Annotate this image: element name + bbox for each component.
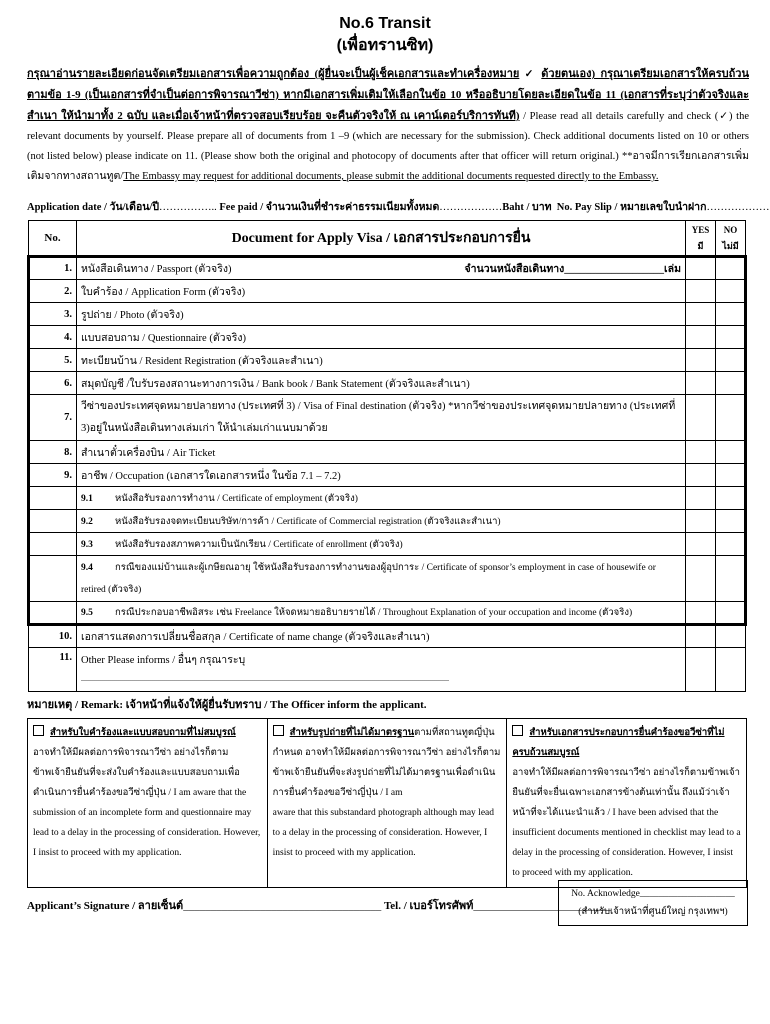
row-text <box>77 648 686 692</box>
row-text: สำเนาตั๋วเครื่องบิน / Air Ticket <box>77 441 686 464</box>
row-number: 9. <box>29 464 77 487</box>
note-body: อาจทำให้มีผลต่อการพิจารณาวีซ่า อย่างไรก็ตาม ข้าพเจ้ายืนยันที่จะส่งใบคำร้องและแบบสอบถามเพื่อดำเนินการยื่นคำร้องขอวีซ่าญี่ปุ่น / I am aware that the submission of an incomplete form and questionnaire may lead to a delay in the processing of consideration. However, I insist to proceed with my application. <box>33 748 261 858</box>
col-header-document: Document for Apply Visa / เอกสารประกอบการยื่น <box>77 221 686 257</box>
acknowledge-box <box>558 880 748 926</box>
yes-label-thai: มี <box>697 241 704 251</box>
row-spacer <box>29 487 77 510</box>
yes-checkbox[interactable] <box>686 441 716 464</box>
row-text: ทะเบียนบ้าน / Resident Registration (ตัวจริงและสำเนา) <box>77 349 686 372</box>
fee-paid-field[interactable]: ……………… <box>439 202 503 213</box>
check-mark-icon-2: ✓ <box>718 111 730 122</box>
yes-checkbox[interactable] <box>686 395 716 441</box>
subrow-text <box>77 487 686 510</box>
row-text-label: หนังสือเดินทาง / Passport (ตัวจริง) <box>81 264 232 275</box>
row-text: สมุดบัญชี /ใบรับรองสถานะทางการเงิน / Bank book / Bank Statement (ตัวจริงและสำเนา) <box>77 372 686 395</box>
no-checkbox[interactable] <box>716 602 746 625</box>
yes-checkbox[interactable] <box>686 510 716 533</box>
note-insufficient-documents <box>507 719 747 888</box>
intro-thai-1: กรุณาอ่านรายละเอียดก่อนจัดเตรียมเอกสารเพื่อความถูกต้อง (ผู้ยื่นจะเป็นผู้เช็คเอกสารและทำเครื่องหมาย <box>27 68 520 80</box>
no-label: NO <box>723 225 738 235</box>
intro-english-3: The Embassy may request for additional documents, please submit the additional documents requested directly to the Embassy. <box>123 171 659 182</box>
acknowledge-number-field[interactable]: No. Acknowledge____________________ <box>571 889 735 899</box>
remark-text: หมายเหตุ / Remark: เจ้าหน้าที่แจ้งให้ผู้ยื่นรับทราบ / The Officer inform the applicant. <box>27 699 427 711</box>
no-checkbox[interactable] <box>716 280 746 303</box>
intro-english-1: / Please read all details carefully and check ( <box>519 111 719 122</box>
row-number: 6. <box>29 372 77 395</box>
note-heading: สำหรับรูปถ่ายที่ไม่ได้มาตรฐาน <box>289 728 415 738</box>
yes-checkbox[interactable] <box>686 602 716 625</box>
subrow-text <box>77 556 686 602</box>
row-text: อาชีพ / Occupation (เอกสารใดเอกสารหนึ่ง ในข้อ 7.1 – 7.2) <box>77 464 686 487</box>
subrow-label: หนังสือรับรองสภาพความเป็นนักเรียน / Certificate of enrollment (ตัวจริง) <box>115 539 403 550</box>
other-label: Other Please informs / อื่นๆ กรุณาระบุ <box>81 655 246 666</box>
subrow-text <box>77 533 686 556</box>
no-checkbox[interactable] <box>716 556 746 602</box>
subrow-number: 9.1 <box>81 493 93 504</box>
signature-line <box>27 896 611 914</box>
intro-thai-2: ด้วยตนเอง) กรุณาเตรียมเอกสารให้ครบถ้วนตามข้อ 1-9 (เป็นเอกสารที่จำเป็นต่อการพิจารณาวีซ่า) หากมีเอกสารเพิ่มเติมให้เลือกในข้อ 10 หรืออธิบายโดยละเอียดในข้อ 11 (เอกสารที่ระบุว่าตัวจริงและสำเนา ให้นำมาทั้ง 2 ฉบับ และเมื่อเจ้าหน้าที่ตรวจสอบเรียบร้อย จะคืนตัวจริงให้ ณ เคาน์เตอร์บริการทันที) <box>27 68 749 122</box>
table-row <box>29 625 746 648</box>
no-checkbox[interactable] <box>716 648 746 692</box>
no-checkbox[interactable] <box>716 441 746 464</box>
no-checkbox[interactable] <box>716 533 746 556</box>
table-row <box>29 326 746 349</box>
note-checkbox[interactable] <box>273 725 284 736</box>
application-date-label: Application date / วัน/เดือน/ปี <box>27 202 160 213</box>
no-checkbox[interactable] <box>716 257 746 280</box>
table-row <box>29 441 746 464</box>
row-number: 3. <box>29 303 77 326</box>
yes-checkbox[interactable] <box>686 648 716 692</box>
intro-paragraph <box>27 64 749 187</box>
check-mark-icon: ✓ <box>524 69 537 80</box>
yes-checkbox[interactable] <box>686 349 716 372</box>
subrow-number: 9.3 <box>81 539 93 550</box>
table-row <box>29 349 746 372</box>
yes-checkbox[interactable] <box>686 372 716 395</box>
table-subrow <box>29 533 746 556</box>
row-text: รูปถ่าย / Photo (ตัวจริง) <box>77 303 686 326</box>
other-input-line[interactable]: ........................................................................................................................................................................................ <box>81 674 449 683</box>
table-row <box>29 303 746 326</box>
note-heading-rest: ตามที่สถานทูตญี่ปุ่นกำหนด อาจทำให้มีผลต่อการพิจารณาวีซ่า อย่างไรก็ตามข้าพเจ้ายืนยันที่จะส่งรูปถ่ายที่ไม่ได้มาตรฐานเพื่อดำเนินการยื่นคำร้องขอวีซ่าญี่ปุ่น / I am <box>272 728 501 798</box>
yes-checkbox[interactable] <box>686 280 716 303</box>
table-subrow <box>29 602 746 625</box>
col-header-no: No. <box>29 221 77 257</box>
yes-checkbox[interactable] <box>686 257 716 280</box>
note-body: aware that this substandard photograph although may lead to a delay in the processing of consideration. However, I insist to proceed with my application. <box>272 808 494 858</box>
no-checkbox[interactable] <box>716 326 746 349</box>
note-heading: สำหรับเอกสารประกอบการยื่นคำร้องขอวีซ่าที่ไม่ครบถ้วนสมบูรณ์ <box>512 728 725 758</box>
note-substandard-photo <box>267 719 507 888</box>
subrow-text <box>77 510 686 533</box>
signature-field[interactable]: ____________________________________ <box>183 900 382 912</box>
row-spacer <box>29 556 77 602</box>
no-checkbox[interactable] <box>716 372 746 395</box>
no-label-thai: ไม่มี <box>722 241 739 251</box>
col-header-no-2 <box>716 221 746 257</box>
table-subrow <box>29 510 746 533</box>
signature-label: Applicant’s Signature / ลายเซ็นต์ <box>27 900 184 912</box>
document-checklist-table <box>27 220 747 692</box>
form-title: No.6 Transit <box>339 15 431 32</box>
application-date-field[interactable]: …………….. <box>159 202 217 213</box>
yes-checkbox[interactable] <box>686 326 716 349</box>
yes-checkbox[interactable] <box>686 625 716 648</box>
note-incomplete-form <box>28 719 268 888</box>
yes-checkbox[interactable] <box>686 556 716 602</box>
note-checkbox[interactable] <box>33 725 44 736</box>
row-spacer <box>29 602 77 625</box>
row-text: ใบคำร้อง / Application Form (ตัวจริง) <box>77 280 686 303</box>
pay-slip-field[interactable]: ……………… <box>706 202 770 213</box>
subrow-number: 9.4 <box>81 562 93 573</box>
yes-checkbox[interactable] <box>686 303 716 326</box>
acknowledge-note: (สำหรับเจ้าหน้าที่ศูนย์ใหญ่ กรุงเทพฯ) <box>578 907 728 917</box>
subrow-label: กรณีของแม่บ้านและผู้เกษียณอายุ ใช้หนังสือรับรองการทำงานของผู้อุปการะ / Certificate of sponsor’s employment in case of housewife or retired (ตัวจริง) <box>81 562 656 595</box>
fee-paid-label: Fee paid / จำนวนเงินที่ชำระค่าธรรมเนียมทั้งหมด <box>219 202 440 213</box>
row-number: 2. <box>29 280 77 303</box>
acknowledgement-notes <box>27 718 747 888</box>
row-number: 1. <box>29 257 77 280</box>
form-subtitle: (เพื่อทรานซิท) <box>336 37 434 54</box>
row-text: แบบสอบถาม / Questionnaire (ตัวจริง) <box>77 326 686 349</box>
table-row <box>29 280 746 303</box>
no-checkbox[interactable] <box>716 349 746 372</box>
intro-english-2: ) the relevant documents by yourself. Please prepare all of documents from 1 –9 (which are necessary for the submission). Check additional documents listed on 10 or others (not listed below) please indicate on 11. (Please show both the original and photocopy of documents after that officer will return original.) **อาจมีการเรียกเอกสารเพิ่มเติมจากทางสถานทูต/ <box>27 111 749 182</box>
row-number: 8. <box>29 441 77 464</box>
yes-checkbox[interactable] <box>686 533 716 556</box>
note-body: อาจทำให้มีผลต่อการพิจารณาวีซ่า อย่างไรก็ตามข้าพเจ้ายืนยันที่จะยื่นเฉพาะเอกสารข้างต้นเท่านั้น ถึงแม้ว่าเจ้าหน้าที่จะได้แนะนำแล้ว / I have been advised that the insufficient documents mentioned in checklist may lead to a delay in the processing of consideration. However, I insist to proceed with my application. <box>512 768 741 878</box>
table-row <box>29 464 746 487</box>
application-line <box>27 198 770 215</box>
no-checkbox[interactable] <box>716 510 746 533</box>
yes-label: YES <box>691 225 710 235</box>
row-number: 10. <box>29 625 77 648</box>
table-row <box>29 257 746 280</box>
row-number: 4. <box>29 326 77 349</box>
table-subrow <box>29 556 746 602</box>
subrow-label: หนังสือรับรองจดทะเบียนบริษัท/การค้า / Certificate of Commercial registration (ตัวจริงและสำเนา) <box>115 516 501 527</box>
table-subrow <box>29 487 746 510</box>
passport-count-field[interactable]: จำนวนหนังสือเดินทาง___________________เล่ม <box>464 264 681 275</box>
yes-checkbox[interactable] <box>686 487 716 510</box>
row-spacer <box>29 510 77 533</box>
tel-label: Tel. / เบอร์โทรศัพท์ <box>383 900 474 912</box>
table-row <box>29 648 746 692</box>
col-header-yes <box>686 221 716 257</box>
note-heading: สำหรับใบคำร้องและแบบสอบถามที่ไม่สมบูรณ์ <box>50 728 236 738</box>
subrow-label: กรณีประกอบอาชีพอิสระ เช่น Freelance ให้จดหมายอธิบายรายได้ / Throughout Explanation of your occupation and income (ตัวจริง) <box>115 608 633 618</box>
row-spacer <box>29 533 77 556</box>
no-checkbox[interactable] <box>716 303 746 326</box>
note-checkbox[interactable] <box>512 725 523 736</box>
tel-field[interactable]: _________________________ <box>473 900 611 912</box>
subrow-number: 9.5 <box>81 608 93 618</box>
no-checkbox[interactable] <box>716 464 746 487</box>
pay-slip-label: No. Pay Slip / หมายเลขใบนำฝาก <box>556 202 707 213</box>
subrow-number: 9.2 <box>81 516 93 527</box>
table-row <box>29 372 746 395</box>
no-checkbox[interactable] <box>716 487 746 510</box>
row-text: เอกสารแสดงการเปลี่ยนชื่อสกุล / Certificate of name change (ตัวจริงและสำเนา) <box>77 625 686 648</box>
row-number: 7. <box>29 395 77 441</box>
yes-checkbox[interactable] <box>686 464 716 487</box>
subrow-label: หนังสือรับรองการทำงาน / Certificate of employment (ตัวจริง) <box>115 493 358 504</box>
row-number: 11. <box>29 648 77 692</box>
row-text: วีซ่าของประเทศจุดหมายปลายทาง (ประเทศที่ 3) / Visa of Final destination (ตัวจริง) *หากวีซ่าของประเทศจุดหมายปลายทาง (ประเทศที่ 3)อยู่ในหนังสือเดินทางเล่มเก่า ให้นำเล่มเก่าแนบมาด้วย <box>77 395 686 441</box>
no-checkbox[interactable] <box>716 625 746 648</box>
no-checkbox[interactable] <box>716 395 746 441</box>
baht-label: Baht / บาท <box>502 202 552 213</box>
row-text <box>77 257 686 280</box>
row-number: 5. <box>29 349 77 372</box>
table-row <box>29 395 746 441</box>
subrow-text <box>77 602 686 625</box>
